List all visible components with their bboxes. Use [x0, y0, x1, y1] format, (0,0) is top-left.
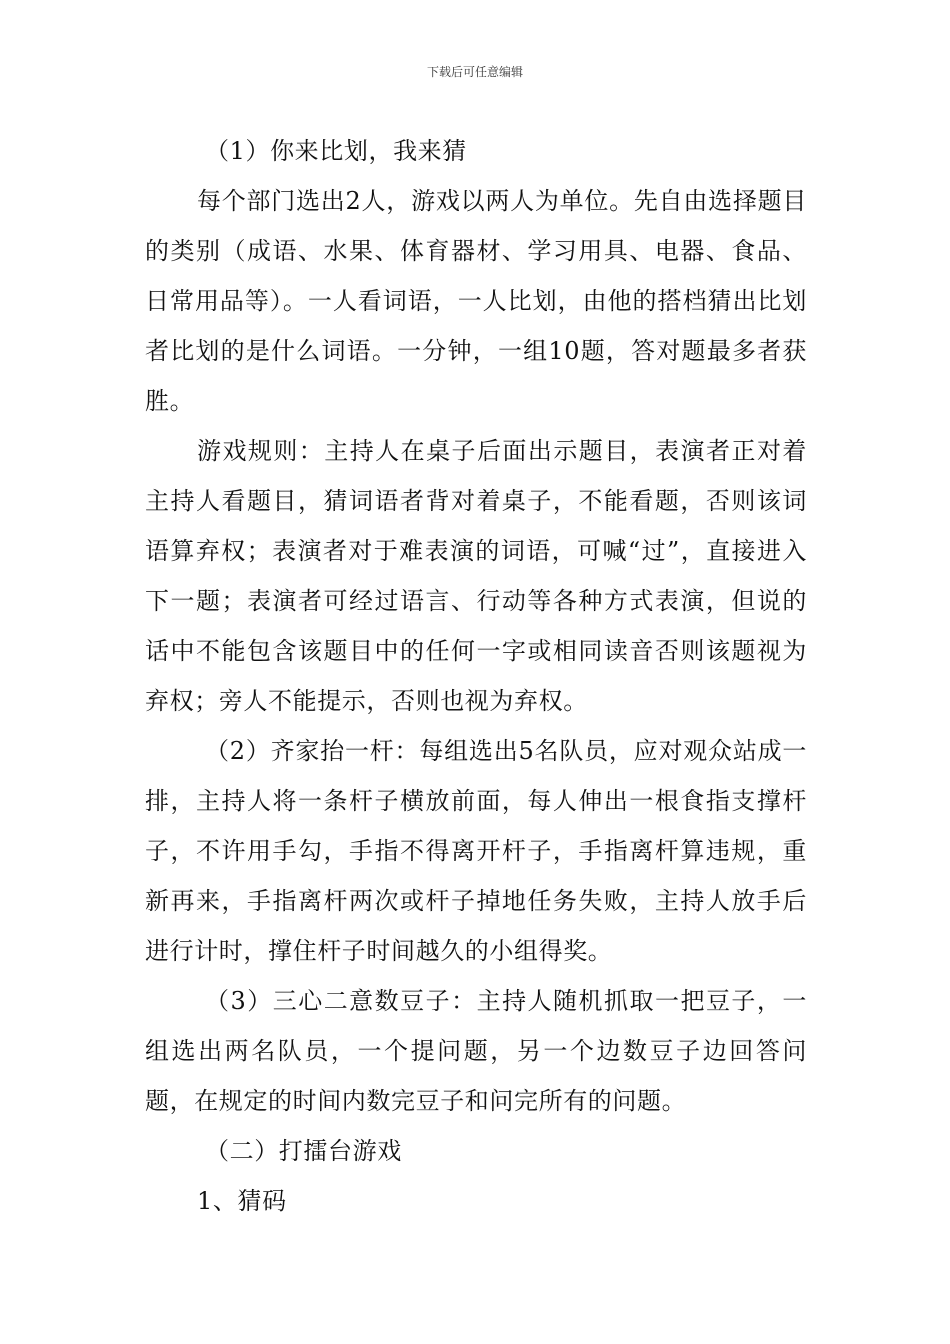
subsection-heading-1: 1、猜码: [197, 1187, 287, 1215]
paragraph-game-3: （3）三心二意数豆子：主持人随机抓取一把豆子，一组选出两名队员，一个提问题，另一个边数豆子边回答问题，在规定的时间内数完豆子和问完所有的问题。: [145, 987, 807, 1115]
paragraph-game-rules: 游戏规则：主持人在桌子后面出示题目，表演者正对着主持人看题目，猜词语者背对着桌子，不能看题，否则该词语算弃权；表演者对于难表演的词语，可喊“过”，直接进入下一题；表演者可经过语言、行动等各种方式表演，但说的话中不能包含该题目中的任何一字或相同读音否则该题视为弃权；旁人不能提示，否则也视为弃权。: [145, 437, 807, 715]
page-header-note: 下载后可任意编辑: [426, 65, 523, 79]
document-body: [145, 126, 807, 1226]
paragraph-game-intro: 每个部门选出2人，游戏以两人为单位。先自由选择题目的类别（成语、水果、体育器材、学习用具、电器、食品、日常用品等）。一人看词语，一人比划，由他的搭档猜出比划者比划的是什么词语。一分钟，一组10题，答对题最多者获胜。: [145, 187, 807, 415]
section-heading-1: （1）你来比划，我来猜: [205, 137, 467, 165]
section-heading-2: （二）打擂台游戏: [205, 1137, 402, 1165]
paragraph-game-2: （2）齐家抬一杆：每组选出5名队员，应对观众站成一排，主持人将一条杆子横放前面，每人伸出一根食指支撑杆子，不许用手勾，手指不得离开杆子，手指离杆算违规，重新再来，手指离杆两次或杆子掉地任务失败，主持人放手后进行计时，撑住杆子时间越久的小组得奖。: [145, 737, 807, 965]
